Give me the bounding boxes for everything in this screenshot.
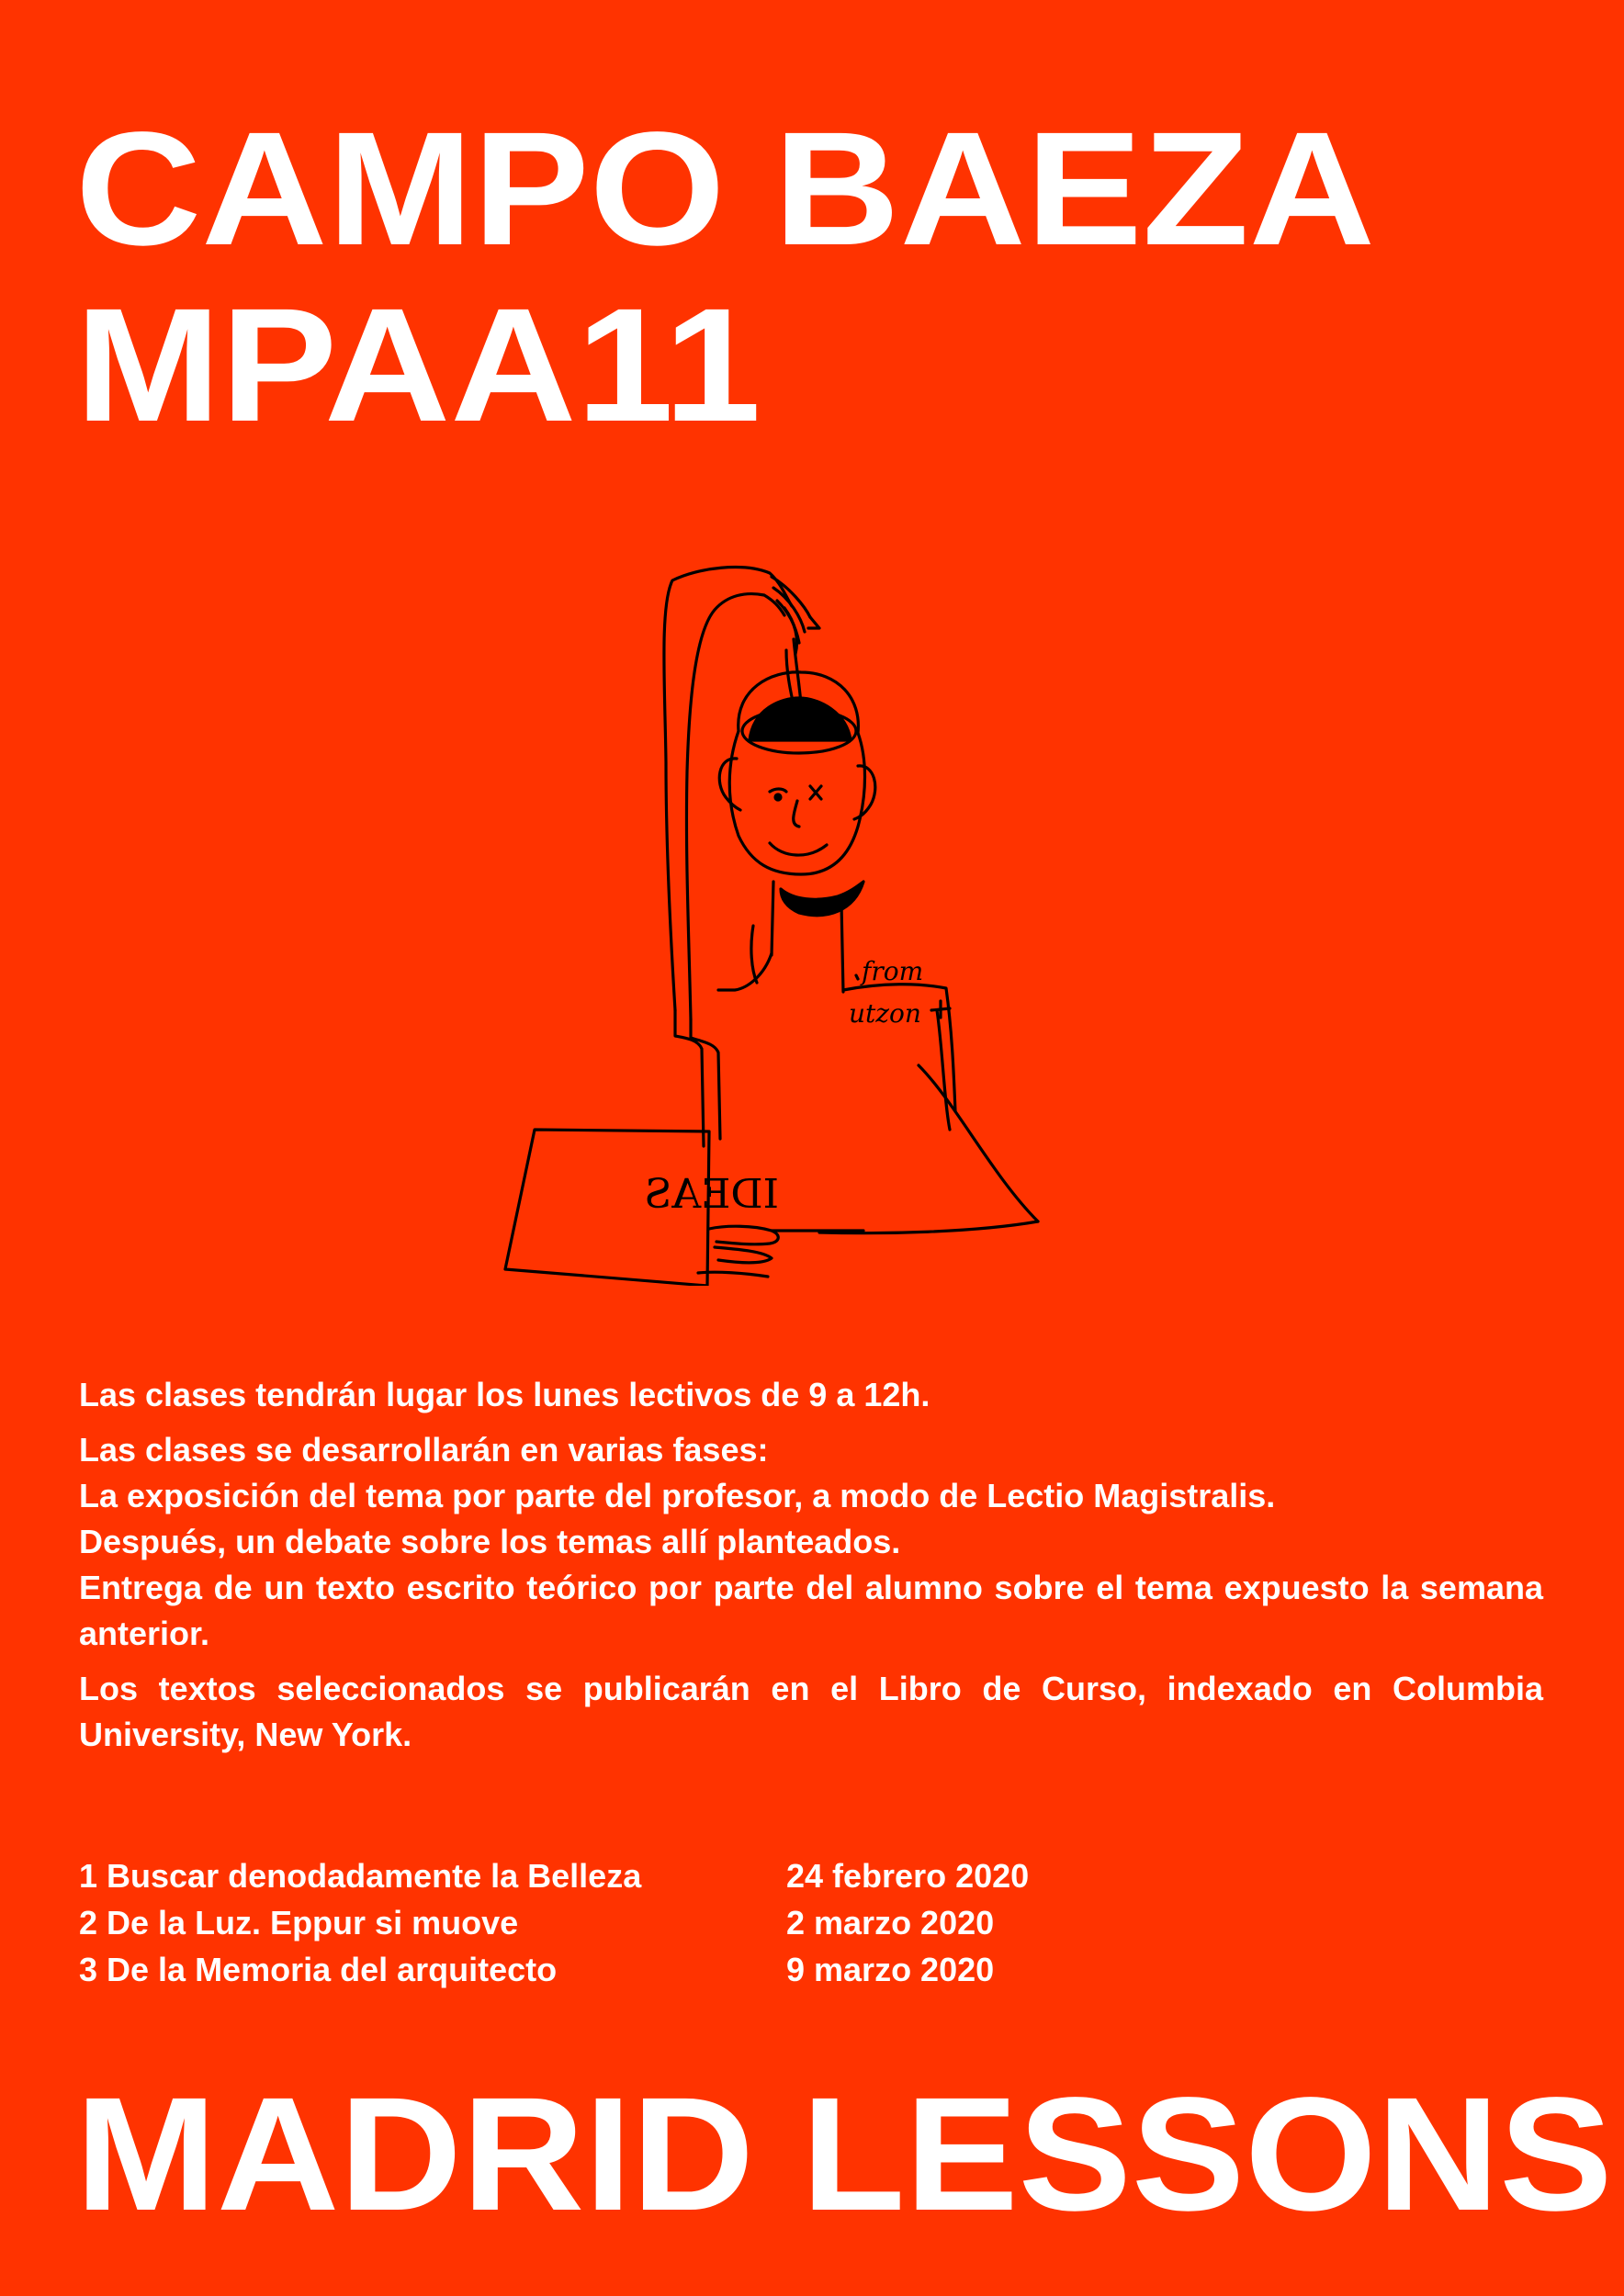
lesson-date: 24 febrero 2020 — [786, 1857, 1030, 1895]
lesson-row — [79, 1946, 1029, 1993]
lesson-row — [79, 1899, 1029, 1946]
info-schedule: Las clases tendrán lugar los lunes lectivos de 9 a 12h. — [79, 1376, 930, 1413]
sketch-note-line2: utzon — [849, 998, 921, 1029]
lesson-schedule — [79, 1852, 1029, 1993]
lesson-topic: 1 Buscar denodadamente la Belleza — [79, 1857, 642, 1895]
info-phases-intro: Las clases se desarrollarán en varias fases: — [79, 1431, 769, 1469]
lesson-topic: 3 De la Memoria del arquitecto — [79, 1951, 558, 1988]
course-info — [79, 1372, 1543, 1758]
info-phase-3: Entrega de un texto escrito teórico por parte del alumno sobre el tema expuesto la semana anterior. — [79, 1569, 1543, 1652]
sketch-card-label: IDEAS — [644, 1171, 779, 1218]
sketch-note-line1: from — [862, 956, 924, 986]
ink-sketch-figure-icon — [478, 551, 1047, 1286]
info-publication: Los textos seleccionados se publicarán en el Libro de Curso, indexado en Columbia University, New York. — [79, 1670, 1543, 1753]
info-phase-2: Después, un debate sobre los temas allí planteados. — [79, 1523, 901, 1560]
footer-title-madrid-lessons: MADRID LESSONS — [75, 2065, 1613, 2245]
lesson-date: 2 marzo 2020 — [786, 1904, 995, 1941]
lesson-row — [79, 1852, 1029, 1899]
lesson-topic: 2 De la Luz. Eppur si muove — [79, 1904, 519, 1941]
title-campo-baeza: CAMPO BAEZA — [75, 99, 1376, 279]
info-phase-1: La exposición del tema por parte del profesor, a modo de Lectio Magistralis. — [79, 1477, 1276, 1514]
title-mpaa11: MPAA11 — [75, 276, 761, 456]
lesson-date: 9 marzo 2020 — [786, 1951, 995, 1988]
